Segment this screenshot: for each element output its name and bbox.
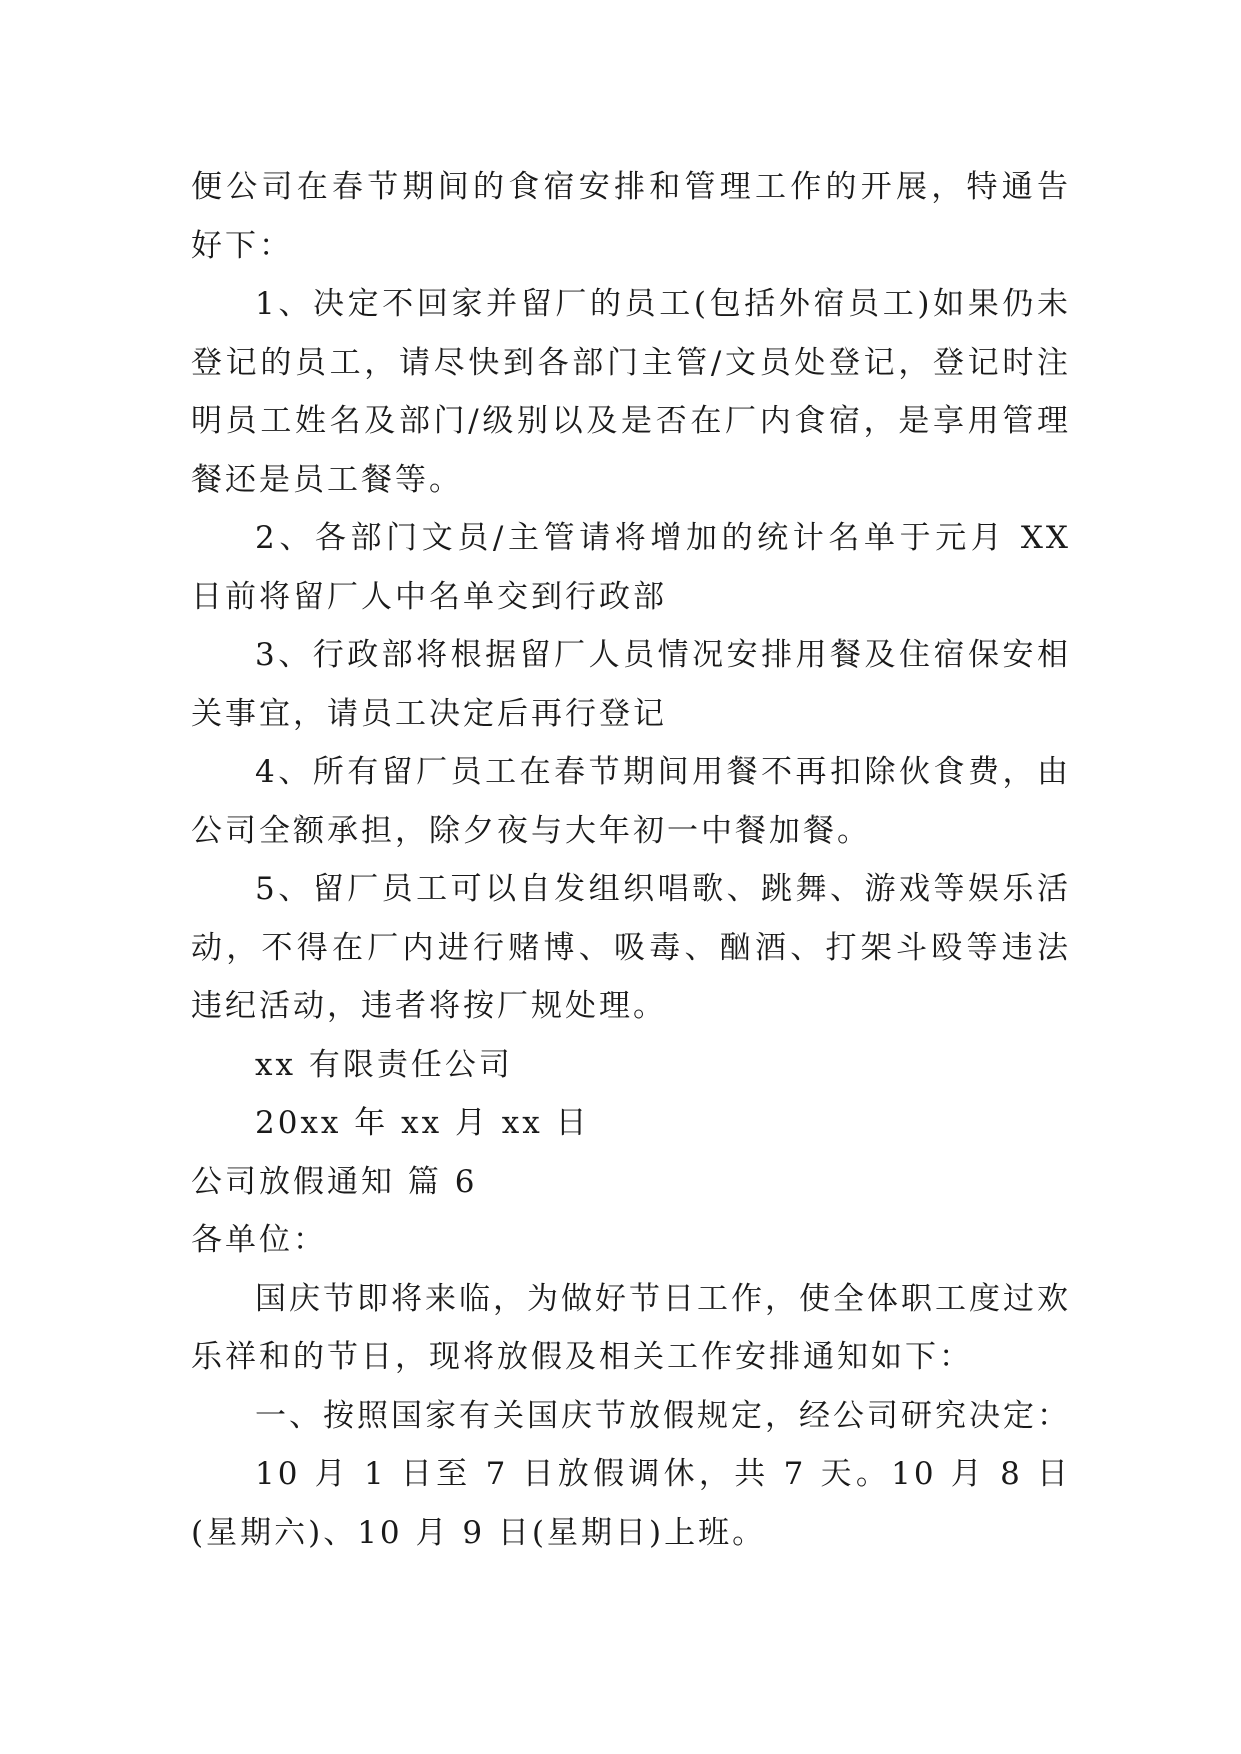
paragraph-item-1: 1、决定不回家并留厂的员工(包括外宿员工)如果仍未登记的员工，请尽快到各部门主管/文员处登记，登记时注明员工姓名及部门/级别以及是否在厂内食宿，是享用管理餐还是员工餐等。 [191,286,1071,498]
paragraph-continuation: 便公司在春节期间的食宿安排和管理工作的开展，特通告好下： [191,169,1071,264]
paragraph-item-4: 4、所有留厂员工在春节期间用餐不再扣除伙食费，由公司全额承担，除夕夜与大年初一中餐加餐。 [191,754,1071,849]
paragraph-intro: 国庆节即将来临，为做好节日工作，使全体职工度过欢乐祥和的节日，现将放假及相关工作安排通知如下： [191,1280,1071,1375]
paragraph-item-3: 3、行政部将根据留厂人员情况安排用餐及住宿保安相关事宜，请员工决定后再行登记 [191,637,1071,732]
document-body [191,158,1071,1562]
signature-company: xx 有限责任公司 [255,1046,513,1083]
paragraph-item-5: 5、留厂员工可以自发组织唱歌、跳舞、游戏等娱乐活动，不得在厂内进行赌博、吸毒、酗酒、打架斗殴等违法违纪活动，违者将按厂规处理。 [191,871,1071,1024]
paragraph-schedule: 10 月 1 日至 7 日放假调休，共 7 天。10 月 8 日(星期六)、10 月 9 日(星期日)上班。 [191,1456,1071,1551]
section-heading: 公司放假通知 篇 6 [191,1163,478,1200]
signature-date: 20xx 年 xx 月 xx 日 [255,1105,590,1141]
paragraph-rule-1: 一、按照国家有关国庆节放假规定，经公司研究决定： [255,1397,1071,1434]
salutation: 各单位： [191,1222,327,1258]
paragraph-item-2: 2、各部门文员/主管请将增加的统计名单于元月 XX 日前将留厂人中名单交到行政部 [191,520,1071,615]
